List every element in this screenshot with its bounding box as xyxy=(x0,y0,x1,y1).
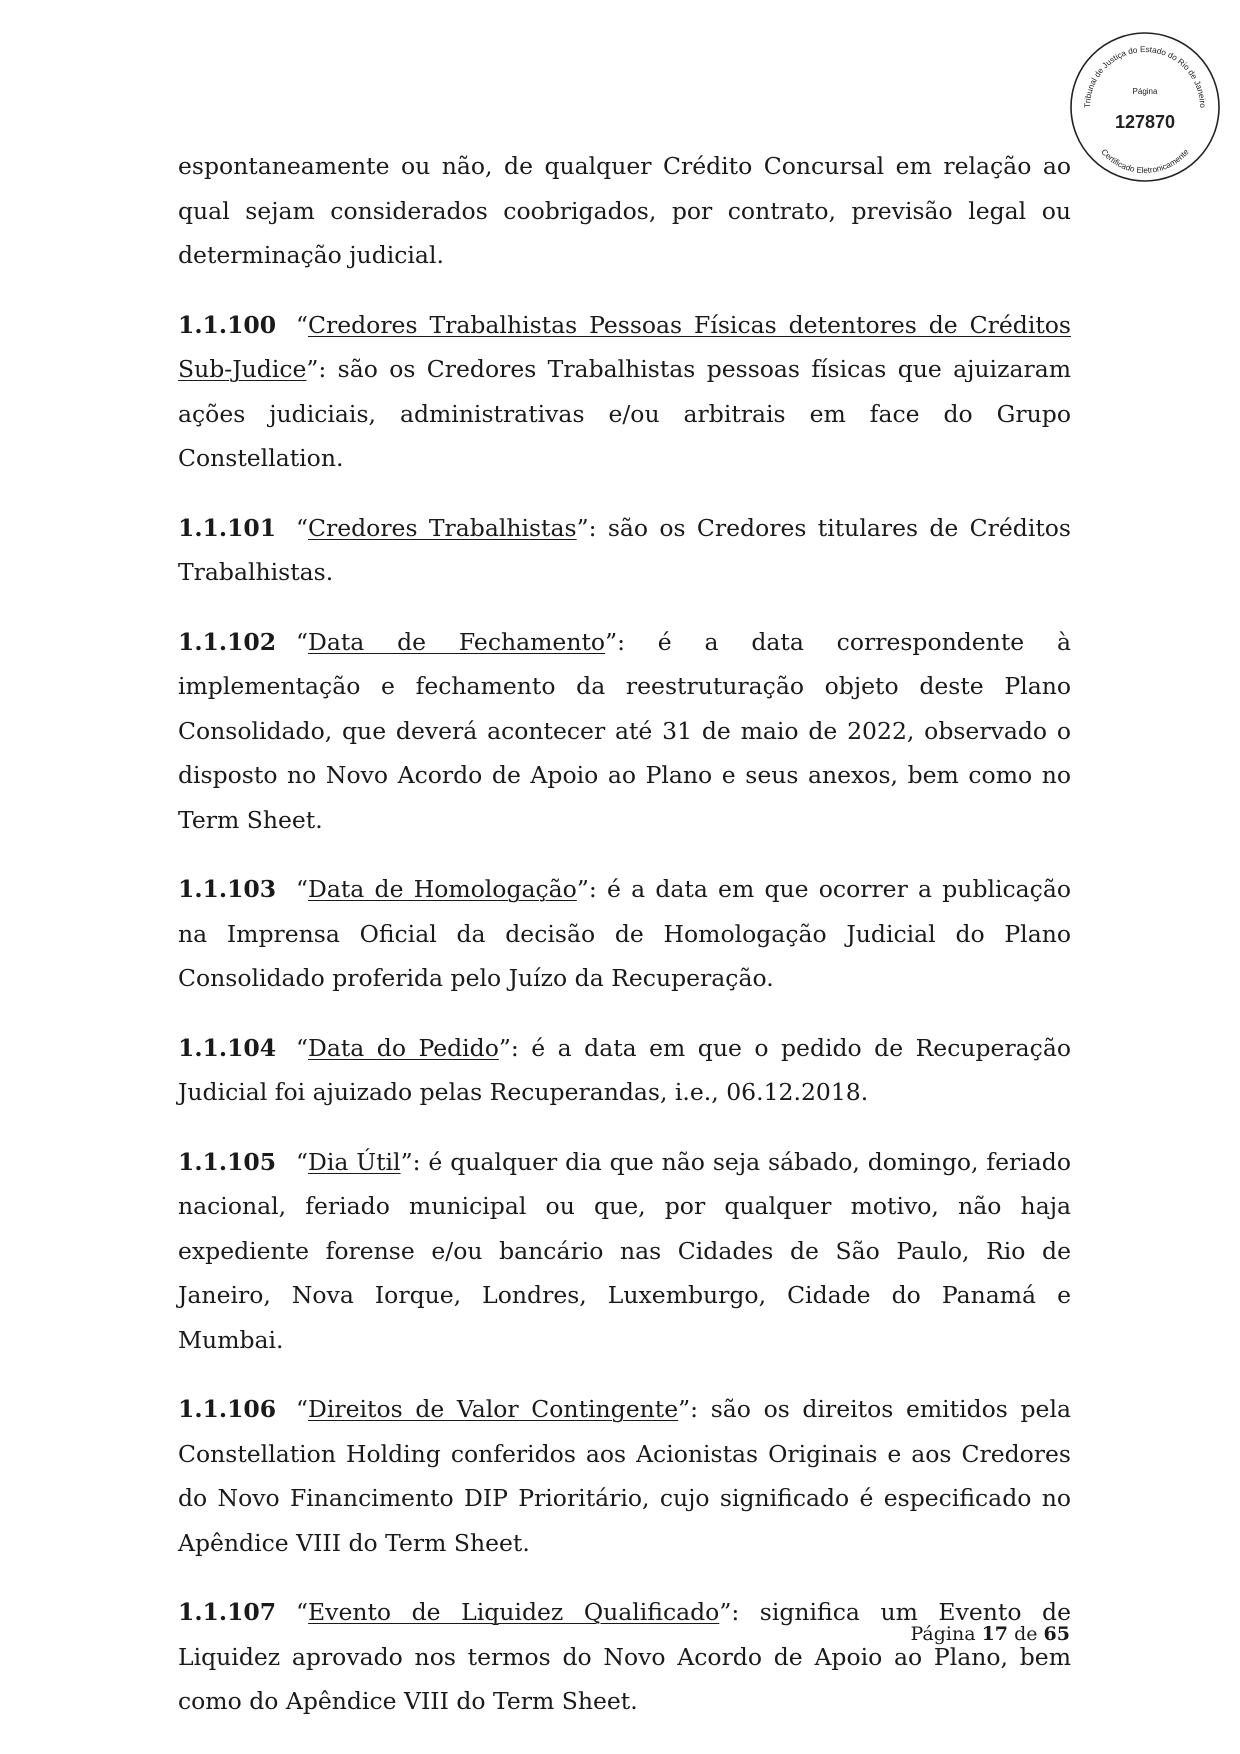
clause-number: 1.1.105 xyxy=(178,1147,277,1176)
clause-number: 1.1.101 xyxy=(178,513,277,542)
defined-term: Credores Trabalhistas xyxy=(308,513,577,542)
defined-term: Dia Útil xyxy=(308,1147,401,1176)
open-quote: “ xyxy=(296,1598,309,1626)
seal-ring-top: Tribunal de Justiça do Estado do Rio de Janeiro xyxy=(1082,44,1208,109)
clause-number: 1.1.106 xyxy=(178,1395,277,1423)
footer-label: Página xyxy=(910,1623,976,1645)
seal-label: Página xyxy=(1132,87,1158,96)
footer-current-page: 17 xyxy=(981,1623,1009,1645)
open-quote: “ xyxy=(296,310,309,339)
intro-paragraph: espontaneamente ou não, de qualquer Crédito Concursal em relação ao qual sejam considerados coobrigados, por contrato, previsão legal ou determinação judicial. xyxy=(178,152,1071,269)
open-quote: “ xyxy=(296,1147,309,1176)
seal-number: 127870 xyxy=(1114,112,1176,132)
clause-1-1-103 xyxy=(178,867,1071,1001)
page-footer xyxy=(800,1622,1070,1646)
clause-definition: ”: são os Credores titulares de Créditos Trabalhistas. xyxy=(178,513,1071,586)
clause-1-1-101 xyxy=(178,506,1071,595)
certification-seal xyxy=(1068,30,1222,184)
clause-definition: ”: é a data correspondente à implementação e fechamento da reestruturação objeto deste Plano Consolidado, que deverá acontecer até 31 de maio de 2022, observado o disposto no Novo Acordo de Apoio ao Plano e seus anexos, bem como no Term Sheet. xyxy=(178,627,1071,834)
defined-term: Data do Pedido xyxy=(308,1033,499,1062)
clause-definition: ”: é qualquer dia que não seja sábado, domingo, feriado nacional, feriado municipal ou que, por qualquer motivo, não haja expediente forense e/ou bancário nas Cidades de São Paulo, Rio de Janeiro, Nova Iorque, Londres, Luxemburgo, Cidade do Panamá e Mumbai. xyxy=(178,1147,1071,1354)
open-quote: “ xyxy=(296,875,309,903)
document-body xyxy=(178,144,1071,1749)
clause-number: 1.1.102 xyxy=(178,627,277,656)
clause-1-1-100 xyxy=(178,303,1071,481)
open-quote: “ xyxy=(296,1033,309,1062)
open-quote: “ xyxy=(296,627,309,656)
seal-ring-bottom: Certificado Eletronicamente xyxy=(1099,147,1191,176)
clause-definition: ”: significa um Evento de Liquidez aprovado nos termos do Novo Acordo de Apoio ao Plano, bem como do Apêndice VIII do Term Sheet. xyxy=(178,1598,1071,1715)
defined-term: Credores Trabalhistas Pessoas Físicas detentores de Créditos Sub-Judice xyxy=(178,310,1071,383)
open-quote: “ xyxy=(296,1395,309,1423)
clause-number: 1.1.104 xyxy=(178,1033,277,1062)
clause-definition: ”: é a data em que ocorrer a publicação na Imprensa Oficial da decisão de Homologação Judicial do Plano Consolidado proferida pelo Juízo da Recuperação. xyxy=(178,875,1072,992)
defined-term: Data de Homologação xyxy=(308,875,577,903)
clause-1-1-106 xyxy=(178,1387,1071,1565)
seal-graphic xyxy=(1068,30,1222,184)
clause-1-1-105 xyxy=(178,1140,1071,1363)
footer-total-pages: 65 xyxy=(1043,1623,1070,1645)
clause-definition: ”: são os Credores Trabalhistas pessoas físicas que ajuizaram ações judiciais, administrativas e/ou arbitrais em face do Grupo Constellation. xyxy=(178,355,1071,472)
clause-1-1-102 xyxy=(178,620,1071,843)
clause-number: 1.1.103 xyxy=(178,875,277,903)
defined-term: Direitos de Valor Contingente xyxy=(308,1395,679,1423)
clause-1-1-104 xyxy=(178,1026,1071,1115)
clause-definition: ”: são os direitos emitidos pela Constellation Holding conferidos aos Acionistas Originais e aos Credores do Novo Financimento DIP Prioritário, cujo significado é especificado no Apêndice VIII do Term Sheet. xyxy=(178,1395,1071,1557)
open-quote: “ xyxy=(296,513,309,542)
clause-number: 1.1.100 xyxy=(178,310,277,339)
defined-term: Evento de Liquidez Qualificado xyxy=(308,1598,720,1626)
clause-1-1-107 xyxy=(178,1590,1071,1724)
defined-term: Data de Fechamento xyxy=(308,627,606,656)
clause-definition: ”: é a data em que o pedido de Recuperação Judicial foi ajuizado pelas Recuperandas, i.e., 06.12.2018. xyxy=(178,1033,1072,1106)
clause-number: 1.1.107 xyxy=(178,1598,277,1626)
footer-separator: de xyxy=(1014,1623,1038,1645)
